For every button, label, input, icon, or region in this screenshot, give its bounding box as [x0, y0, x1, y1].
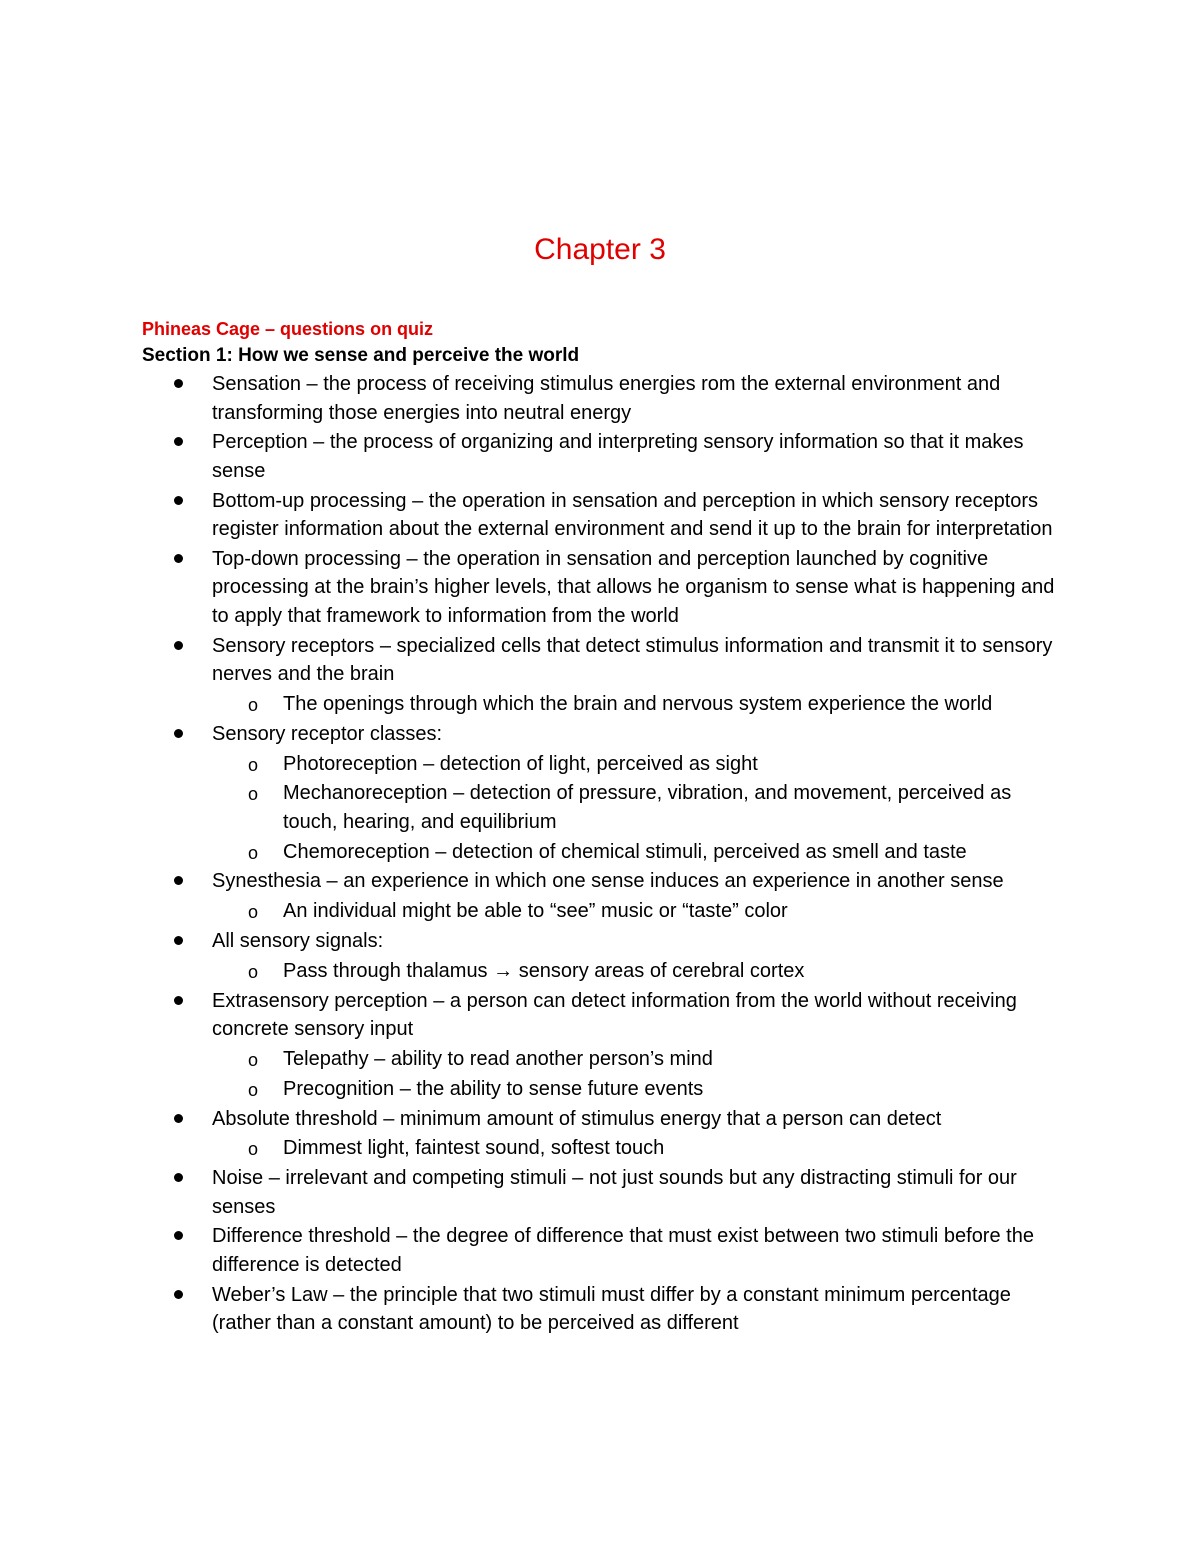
sub-list-item	[0, 779, 1200, 836]
hollow-bullet-icon: o	[248, 784, 259, 805]
right-arrow-icon: →	[493, 959, 514, 982]
list-item	[0, 632, 1200, 689]
hollow-bullet-icon: o	[248, 902, 259, 923]
item-text: Bottom-up processing – the operation in sensation and perception in which sensory receptors register information about the external environment and send it up to the brain for interpretation	[212, 489, 1053, 541]
bullet-icon	[174, 729, 183, 738]
bullet-icon	[174, 1173, 183, 1182]
bullet-icon	[174, 936, 183, 945]
hollow-bullet-icon: o	[248, 1049, 259, 1070]
hollow-bullet-icon: o	[248, 754, 259, 775]
list-item	[0, 867, 1200, 896]
item-text: Noise – irrelevant and competing stimuli – not just sounds but any distracting stimuli for our senses	[212, 1167, 1017, 1218]
sub-list-item	[0, 957, 1200, 986]
hollow-bullet-icon: o	[248, 694, 259, 715]
item-text: Weber’s Law – the principle that two stimuli must differ by a constant minimum percentage (rather than a constant amount) to be perceived as different	[212, 1283, 1011, 1335]
bullet-icon	[174, 554, 183, 563]
page-title: Chapter 3	[534, 233, 666, 266]
sub-list-item	[0, 1045, 1200, 1074]
item-text-after-arrow: sensory areas of cerebral cortex	[518, 959, 805, 982]
sub-list-item	[0, 1075, 1200, 1104]
item-text: The openings through which the brain and nervous system experience the world	[283, 692, 993, 715]
item-text: Sensory receptor classes:	[212, 722, 443, 745]
bullet-icon	[174, 1231, 183, 1240]
list-item	[0, 370, 1200, 427]
list-item	[0, 1105, 1200, 1134]
sub-list-item	[0, 690, 1200, 719]
hollow-bullet-icon: o	[248, 1139, 259, 1160]
list-item	[0, 987, 1200, 1044]
item-text: Extrasensory perception – a person can detect information from the world without receiving concrete sensory input	[212, 989, 1017, 1041]
item-text: Telepathy – ability to read another person’s mind	[283, 1047, 713, 1070]
bullet-icon	[174, 496, 183, 505]
item-text: Absolute threshold – minimum amount of stimulus energy that a person can detect	[212, 1107, 942, 1130]
hollow-bullet-icon: o	[248, 842, 259, 863]
item-text: Top-down processing – the operation in sensation and perception launched by cognitive processing at the brain’s higher levels, that allows he organism to sense what is happening and to apply that framework to information from the world	[212, 547, 1055, 627]
sub-list-item	[0, 838, 1200, 867]
list-item	[0, 1281, 1200, 1338]
hollow-bullet-icon: o	[248, 961, 259, 982]
item-text: Mechanoreception – detection of pressure, vibration, and movement, perceived as touch, hearing, and equilibrium	[283, 782, 1012, 833]
bullet-icon	[174, 641, 183, 650]
item-text: Dimmest light, faintest sound, softest touch	[283, 1137, 665, 1160]
item-text-before-arrow: Pass through thalamus	[283, 959, 488, 982]
quiz-note: Phineas Cage – questions on quiz	[142, 319, 434, 339]
item-text: Perception – the process of organizing and interpreting sensory information so that it makes sense	[212, 431, 1024, 482]
sub-list-item	[0, 750, 1200, 779]
bullet-icon	[174, 437, 183, 446]
item-text: Precognition – the ability to sense future events	[283, 1077, 704, 1100]
list-item	[0, 720, 1200, 749]
bullet-icon	[174, 1114, 183, 1123]
list-item	[0, 1222, 1200, 1279]
item-text: Difference threshold – the degree of difference that must exist between two stimuli before the difference is detected	[212, 1225, 1034, 1276]
bullet-icon	[174, 996, 183, 1005]
sub-list-item	[0, 1134, 1200, 1163]
hollow-bullet-icon: o	[248, 1079, 259, 1100]
item-text: Photoreception – detection of light, perceived as sight	[283, 752, 758, 775]
bullet-icon	[174, 1290, 183, 1299]
list-item	[0, 1164, 1200, 1221]
bullet-icon	[174, 379, 183, 388]
notes-list	[0, 370, 1200, 1339]
list-item	[0, 428, 1200, 485]
item-text: All sensory signals:	[212, 930, 384, 953]
item-text: An individual might be able to “see” music or “taste” color	[283, 900, 788, 923]
item-text: Sensory receptors – specialized cells that detect stimulus information and transmit it to sensory nerves and the brain	[212, 634, 1053, 686]
list-item	[0, 545, 1200, 631]
item-text: Synesthesia – an experience in which one sense induces an experience in another sense	[212, 870, 1004, 893]
sub-list-item	[0, 897, 1200, 926]
list-item	[0, 487, 1200, 544]
section-heading: Section 1: How we sense and perceive the world	[142, 345, 580, 366]
item-text: Chemoreception – detection of chemical stimuli, perceived as smell and taste	[283, 840, 967, 863]
item-text: Sensation – the process of receiving stimulus energies rom the external environment and transforming those energies into neutral energy	[212, 373, 1001, 424]
list-item	[0, 927, 1200, 956]
bullet-icon	[174, 876, 183, 885]
